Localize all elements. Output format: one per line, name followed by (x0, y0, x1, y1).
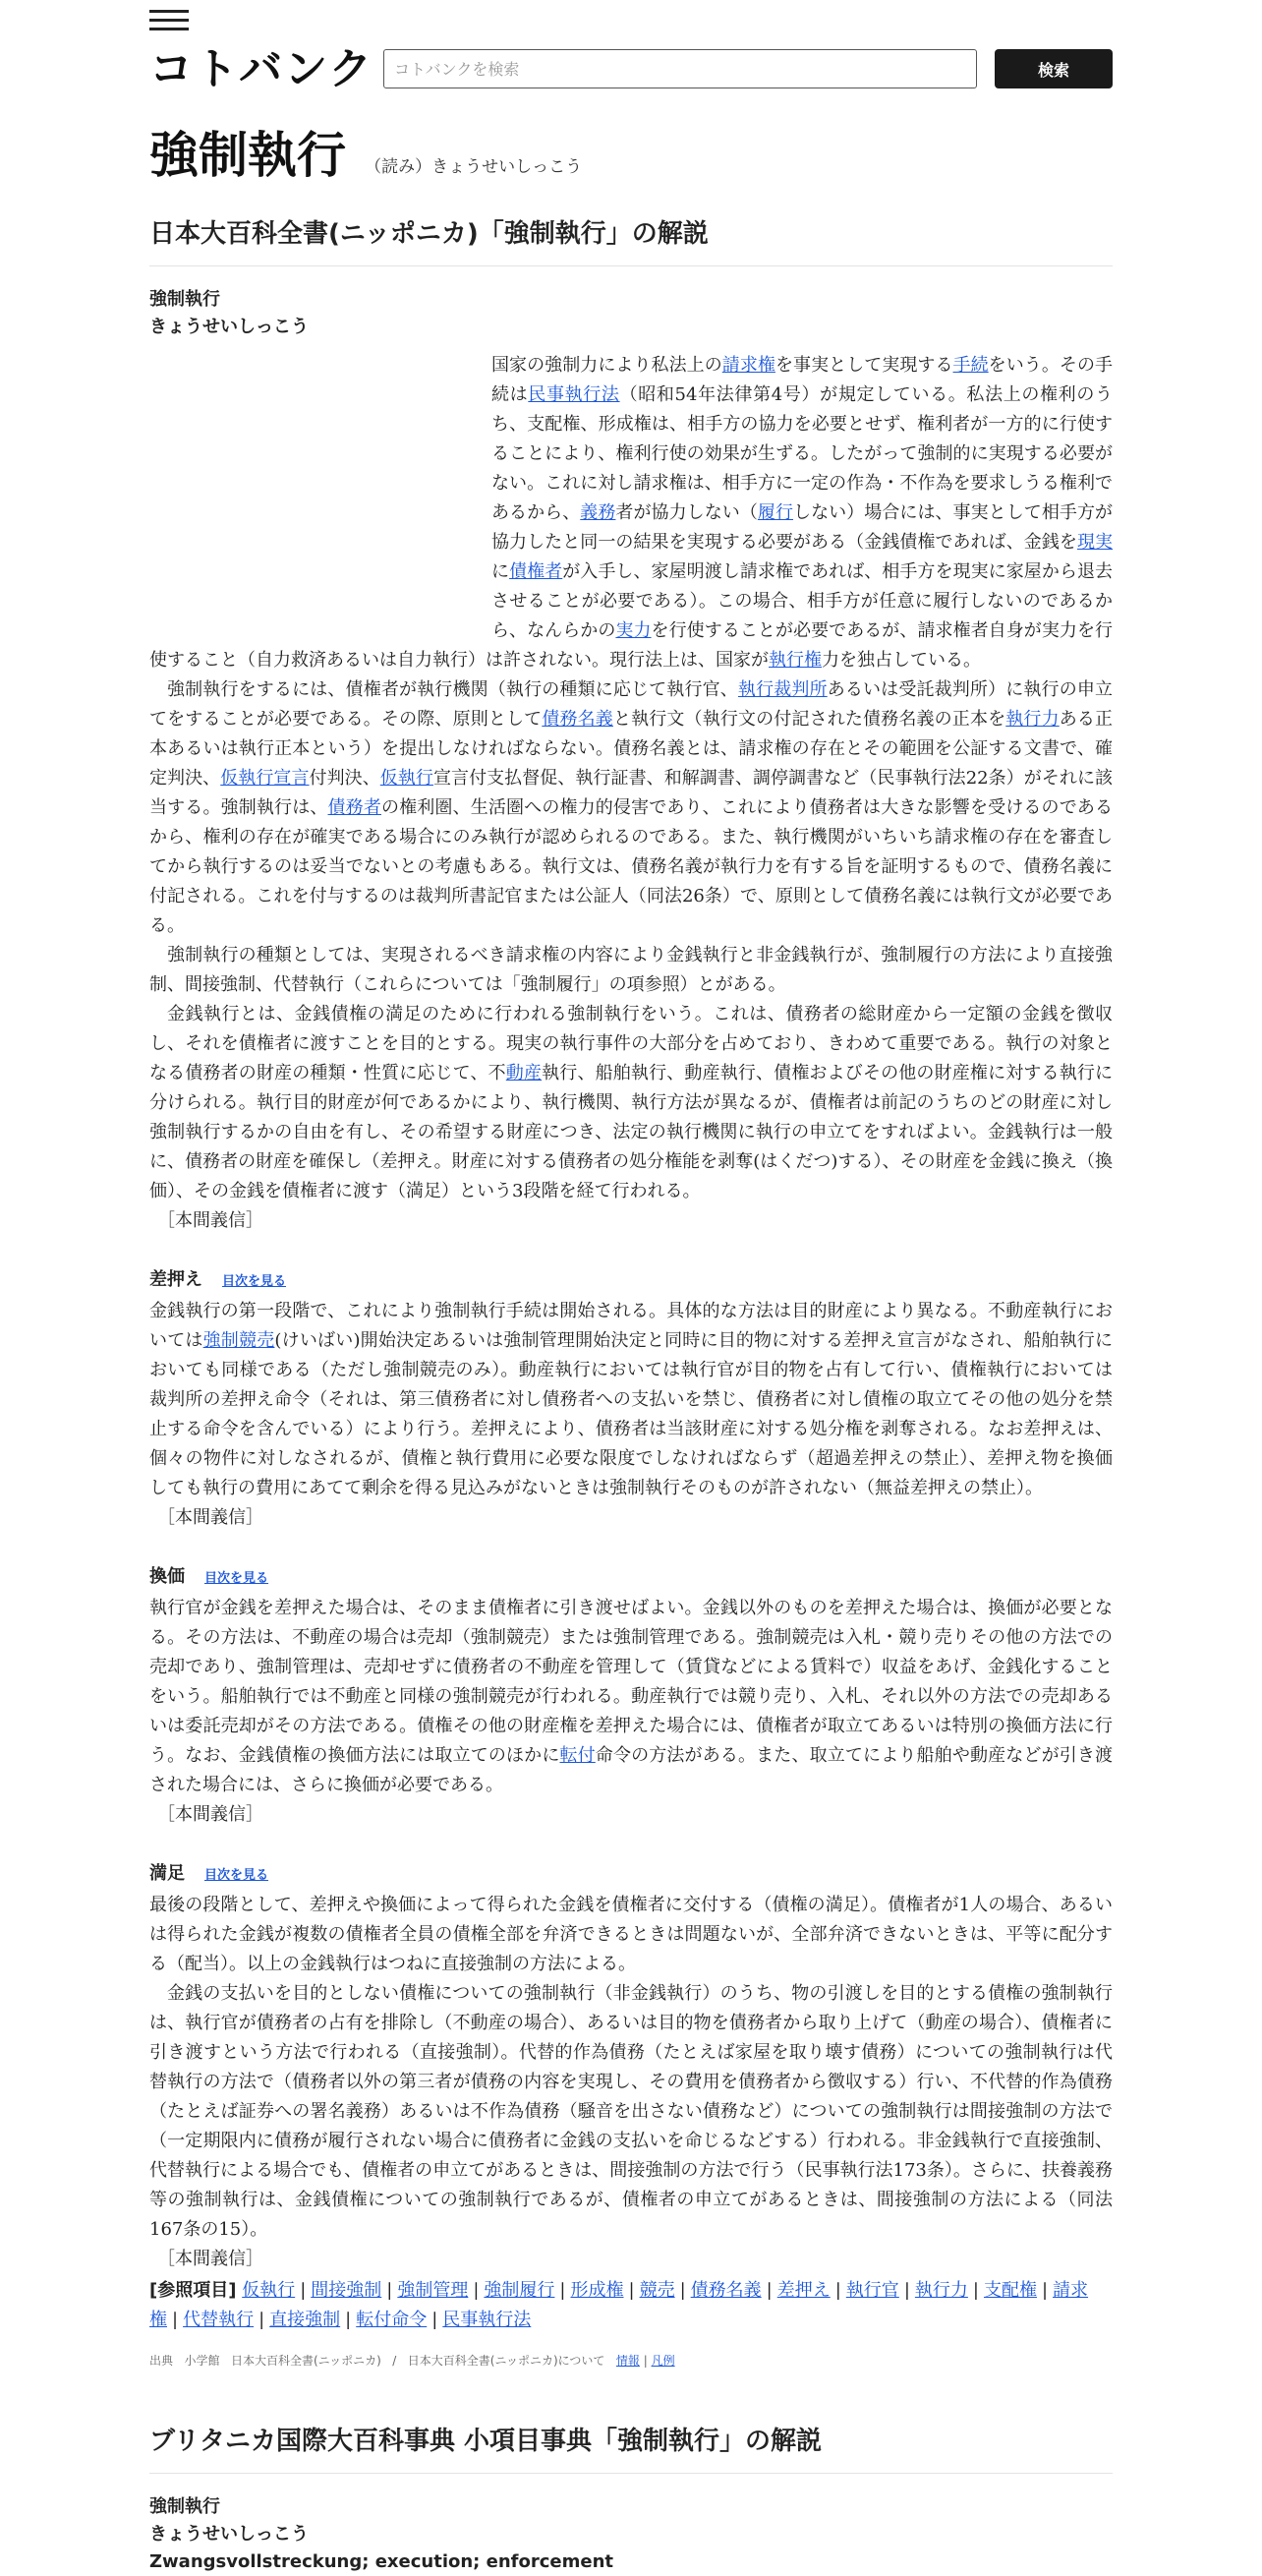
menu-icon[interactable] (149, 10, 189, 31)
entry-body (149, 351, 1113, 1236)
section-heading-suffix: 「強制執行」の解説 (478, 219, 709, 249)
text: (けいばい)開始決定あるいは強制管理開始決定と同時に目的物に対する差押え宣言がなされ、船舶執行においても同様である（ただし強制競売のみ）。動産執行においては執行官が目的物を占有して行い、債権執行においては裁判所の差押え命令（それは、第三債務者に対し債務者への支払いを禁じ、債務者に対し債権の取立てその他の処分を禁止する命令を含んでいる）により行う。差押えにより、債務者は当該財産に対する処分権を剥奪される。なお差押えは、個々の物件に対しなされるが、債権と執行費用に必要な限度でしなければならず（超過差押えの禁止）、差押え物を換価しても執行の費用にあてて剰余を得る見込みがないときは強制執行そのものが許されない（無益差押えの禁止）。 (149, 1330, 1114, 1498)
text: 強制執行をするには、債権者が執行機関（執行の種類に応じて執行官、 (167, 679, 738, 700)
subsection-text (149, 1594, 1113, 1800)
section-heading-suffix: 「強制執行」の解説 (592, 2427, 823, 2456)
ref-link[interactable]: 請求権 (149, 2280, 1089, 2330)
section-nipponica (149, 214, 1113, 2371)
subsection-heading (149, 1859, 1113, 1891)
section-source-name: ブリタニカ国際大百科事典 小項目事典 (149, 2427, 593, 2456)
link-genjitsu[interactable]: 現実 (1076, 532, 1114, 553)
link-saikensha[interactable]: 債権者 (509, 561, 563, 582)
link-kari-shikko[interactable]: 仮執行 (379, 768, 433, 789)
subsection-text: 最後の段階として、差押えや換価によって得られた金銭を債権者に交付する（債権の満足）。債権者が1人の場合、あるいは得られた金銭が複数の債権者全員の債権全部を弁済できるときは問題ないが、全部弁済できないときは、平等に配分する（配当）。以上の金銭執行はつねに直接強制の方法による。 (149, 1895, 1113, 1974)
ref-link[interactable]: 仮執行 (242, 2280, 296, 2301)
ref-link[interactable]: 執行官 (845, 2280, 899, 2301)
entry-english: Zwangsvollstreckung; execution; enforcement (149, 2551, 613, 2572)
text: をいう。その手続は (491, 355, 1114, 405)
ad-space (149, 351, 491, 622)
ref-link[interactable]: 差押え (776, 2280, 831, 2301)
site-header (149, 45, 1113, 94)
ref-link[interactable]: 転付命令 (356, 2310, 428, 2330)
text: を行使することが必要であるが、請求権者自身が実力を行使すること（自力救済あるいは自力執行）は許されない。現行法上は、国家が (149, 620, 1114, 671)
source-slash: / (392, 2354, 397, 2368)
reference-label: [参照項目] (149, 2280, 237, 2301)
text: 者が協力しない（ (615, 502, 758, 523)
link-jitsuryoku[interactable]: 実力 (615, 620, 652, 641)
text: 付判決、 (309, 768, 380, 789)
section-heading (149, 2422, 1113, 2474)
source-info-link[interactable]: 情報 (615, 2354, 640, 2368)
text: あるいは受託裁判所）に執行の申立てをすることが必要である。その際、原則として (149, 679, 1114, 730)
toc-link[interactable]: 目次を見る (204, 1868, 269, 1883)
text: 執行、船舶執行、動産執行、債権およびその他の財産権に対する執行に分けられる。執行目的財産が何であるかにより、執行機関、執行方法が異なるが、債権者は前記のうちのどの財産に対し強制執行するかの自由を有し、その希望する財産につき、法定の執行機関に執行の申立てをすればよい。金銭執行は一般に、債務者の財産を確保し（差押え。財産に対する債務者の処分権能を剥奪(はくだつ)する）、その財産を金銭に換え（換価）、その金銭を債権者に渡す（満足）という3段階を経て行われる。 (149, 1063, 1114, 1201)
link-kari-shikko-sengen[interactable]: 仮執行宣言 (220, 768, 310, 789)
subsection-title: 換価 (149, 1566, 185, 1587)
entry-term: 強制執行 (149, 2496, 220, 2517)
author: ［本間義信］ (157, 2249, 263, 2269)
ref-link[interactable]: 強制管理 (397, 2280, 469, 2301)
text: 金銭執行とは、金銭債権の満足のために行われる強制執行をいう。これは、債務者の総財産から一定額の金銭を徴収し、それを債権者に渡すことを目的とする。現実の執行事件の大部分を占めており、きわめて重要である。執行の対象となる債務者の財産の種類・性質に応じて、不 (149, 1004, 1113, 1083)
ref-link[interactable]: 強制履行 (484, 2280, 555, 2301)
entry-reading: きょうせいしっこう (149, 317, 309, 337)
title-row (149, 116, 1113, 187)
subsection-kanka (149, 1562, 1113, 1830)
link-minji-shikkoho[interactable]: 民事執行法 (528, 384, 620, 405)
main-content (149, 214, 1113, 2576)
subsection-heading (149, 1265, 1113, 1297)
subsection-text: 金銭の支払いを目的としない債権についての強制執行（非金銭執行）のうち、物の引渡しを目的とする債権の強制執行は、執行官が債務者の占有を排除し（不動産の場合）、あるいは目的物を債務者から取り上げて（動産の場合）、債権者に引き渡すという方法で行われる（直接強制）。代替的作為債務（たとえば家屋を取り壊す債務）についての強制執行は代替執行の方法で（債務者以外の第三者が債務の内容を実現し、その費用を債務者から徴収する）行い、不代替的作為債務（たとえば証券への署名義務）あるいは不作為債務（騒音を出さない債務など）についての強制執行は間接強制の方法で（一定期限内に債務が履行されない場合に債務者に金銭の支払いを命じるなどする）行われる。非金銭執行で直接強制、代替執行による場合でも、債権者の申立てがあるときは、間接強制の方法で行う（民事執行法173条）。さらに、扶養義務等の強制執行は、金銭債権についての強制執行であるが、債権者の申立てがあるときは、間接強制の方法による（同法167条の15）。 (149, 1983, 1113, 2240)
ref-link[interactable]: 直接強制 (269, 2310, 341, 2330)
ref-link[interactable]: 債務名義 (690, 2280, 762, 2301)
source-line: 出典 小学館 日本大百科全書(ニッポニカ) / 日本大百科全書(ニッポニカ)について 情報 | 凡例 (149, 2354, 675, 2368)
entry-reading: きょうせいしっこう (149, 2524, 309, 2545)
subsection-sashiosae (149, 1265, 1113, 1533)
link-shikko-saibansho[interactable]: 執行裁判所 (737, 679, 828, 700)
link-shikkoken[interactable]: 執行権 (769, 650, 822, 671)
text: 宣言付支払督促、執行証書、和解調書、調停調書など（民事執行法22条）がそれに該当する。強制執行は、 (149, 768, 1114, 818)
text: 国家の強制力により私法上の (491, 355, 722, 376)
search-input[interactable] (383, 49, 977, 88)
link-tenpu[interactable]: 転付 (559, 1745, 596, 1766)
text: に (491, 561, 510, 582)
section-heading (149, 214, 1113, 266)
paragraph-2 (149, 675, 1113, 941)
page-title-reading: （読み）きょうせいしっこう (365, 157, 583, 177)
text: 命令の方法がある。また、取立てにより船舶や動産などが引き渡された場合には、さらに換価が必要である。 (149, 1745, 1114, 1795)
link-shikkoryoku[interactable]: 執行力 (1005, 709, 1060, 730)
author: ［本間義信］ (157, 1507, 263, 1528)
ref-link[interactable]: 競売 (639, 2280, 675, 2301)
paragraph-4 (149, 1000, 1113, 1206)
text: 金銭執行の第一段階で、これにより強制執行手続は開始される。具体的な方法は目的財産により異なる。不動産執行においては (149, 1301, 1113, 1351)
link-gimu[interactable]: 義務 (580, 502, 616, 523)
ref-link[interactable]: 形成権 (570, 2280, 624, 2301)
site-logo[interactable]: コトバンク (149, 44, 374, 94)
text: を事実として実現する (774, 355, 953, 376)
ref-link[interactable]: 代替執行 (183, 2310, 255, 2330)
source-guide-link[interactable]: 凡例 (651, 2354, 675, 2368)
subsection-title: 満足 (149, 1863, 185, 1884)
source-book: 日本大百科全書(ニッポニカ) (230, 2354, 381, 2368)
text: と執行文（執行文の付記された債務名義の正本を (612, 709, 1006, 730)
link-saimu-meigi[interactable]: 債務名義 (542, 709, 613, 730)
source-publisher: 小学館 (184, 2354, 220, 2368)
ref-link[interactable]: 支配権 (983, 2280, 1037, 2301)
text: 力を独占している。 (822, 650, 981, 671)
toc-link[interactable]: 目次を見る (204, 1571, 269, 1586)
paragraph-3: 強制執行の種類としては、実現されるべき請求権の内容により金銭執行と非金銭執行が、強制履行の方法により直接強制、間接強制、代替執行（これらについては「強制履行」の項参照）とがある。 (149, 945, 1113, 995)
text: （昭和54年法律第4号）が規定している。私法上の権利のうち、支配権、形成権は、相手方の協力を必要とせず、権利者が一方的に行使することにより、権利行使の効果が生ずる。したがって強制的に実現する必要がない。これに対し請求権は、相手方に一定の作為・不作為を要求しうる権利であるから、 (491, 384, 1113, 523)
subsection-heading (149, 1562, 1113, 1594)
text: が入手し、家屋明渡し請求権であれば、相手方を現実に家屋から退去させることが必要である）。この場合、相手方が任意に履行しないのであるから、なんらかの (491, 561, 1114, 641)
ref-link[interactable]: 執行力 (914, 2280, 968, 2301)
source-label: 出典 (149, 2354, 174, 2368)
link-saimusha[interactable]: 債務者 (327, 797, 381, 818)
text: しない）場合には、事実として相手方が協力したと同一の結果を実現する必要がある（金銭債権であれば、金銭を (491, 502, 1114, 553)
toc-link[interactable]: 目次を見る (222, 1274, 287, 1289)
section-source-name: 日本大百科全書(ニッポニカ) (149, 219, 479, 249)
ref-link[interactable]: 民事執行法 (442, 2310, 532, 2330)
text: ある正本あるいは執行正本という）を提出しなければならない。債務名義とは、請求権の存在とその範囲を公証する文書で、確定判決、 (149, 709, 1114, 789)
text: の権利圏、生活圏への権力的侵害であり、これにより債務者は大きな影響を受けるのであるから、権利の存在が確実である場合にのみ執行が認められるのである。また、執行機関がいちいち請求権の存在を審査してから執行するのは妥当でないとの考慮もある。執行文は、債務名義が執行力を有する旨を証明するもので、債務名義に付記される。これを付与するのは裁判所書記官または公証人（同法26条）で、原則として債務名義には執行文が必要である。 (149, 797, 1114, 936)
link-tetsuzuki[interactable]: 手続 (952, 355, 989, 376)
text: 執行官が金銭を差押えた場合は、そのまま債権者に引き渡せばよい。金銭以外のものを差押えた場合は、換価が必要となる。その方法は、不動産の場合は売却（強制競売）または強制管理である。強制競売は入札・競り売りその他の方法での売却であり、強制管理は、売却せずに債務者の不動産を管理して（賃貸などによる賃料で）収益をあげ、金銭化することをいう。船舶執行では不動産と同様の強制競売が行われる。動産執行では競り売り、入札、それ以外の方法での売却あるいは委託売却がその方法である。債権その他の財産権を差押えた場合には、債権者が取立てあるいは特別の換価方法に行う。なお、金銭債権の換価方法には取立てのほかに (149, 1598, 1113, 1766)
link-kyosei-keibai[interactable]: 強制競売 (202, 1330, 275, 1351)
page-title: 強制執行 (149, 127, 346, 184)
source-about: 日本大百科全書(ニッポニカ)について (407, 2354, 605, 2368)
subsection-title: 差押え (149, 1269, 202, 1290)
ref-link[interactable]: 間接強制 (311, 2280, 382, 2301)
link-seikyuken[interactable]: 請求権 (721, 355, 775, 376)
subsection-manzoku (149, 1859, 1113, 2274)
subsection-text (149, 1297, 1113, 1503)
link-dosan[interactable]: 動産 (505, 1063, 543, 1083)
section-britannica (149, 2422, 1113, 2576)
link-riko[interactable]: 履行 (757, 502, 794, 523)
reference-list: [参照項目] 仮執行 | 間接強制 | 強制管理 | 強制履行 | 形成権 | 競売 | 債務名義 | 差押え | 執行官 | 執行力 | 支配権 | 請求権 | 代替執行 | 直接強制 | 転付命令 | 民事執行法 (149, 2280, 1089, 2330)
author: ［本間義信］ (157, 1210, 263, 1231)
search-button[interactable]: 検索 (995, 49, 1113, 88)
entry-term: 強制執行 (149, 289, 220, 310)
author: ［本間義信］ (157, 1804, 263, 1825)
